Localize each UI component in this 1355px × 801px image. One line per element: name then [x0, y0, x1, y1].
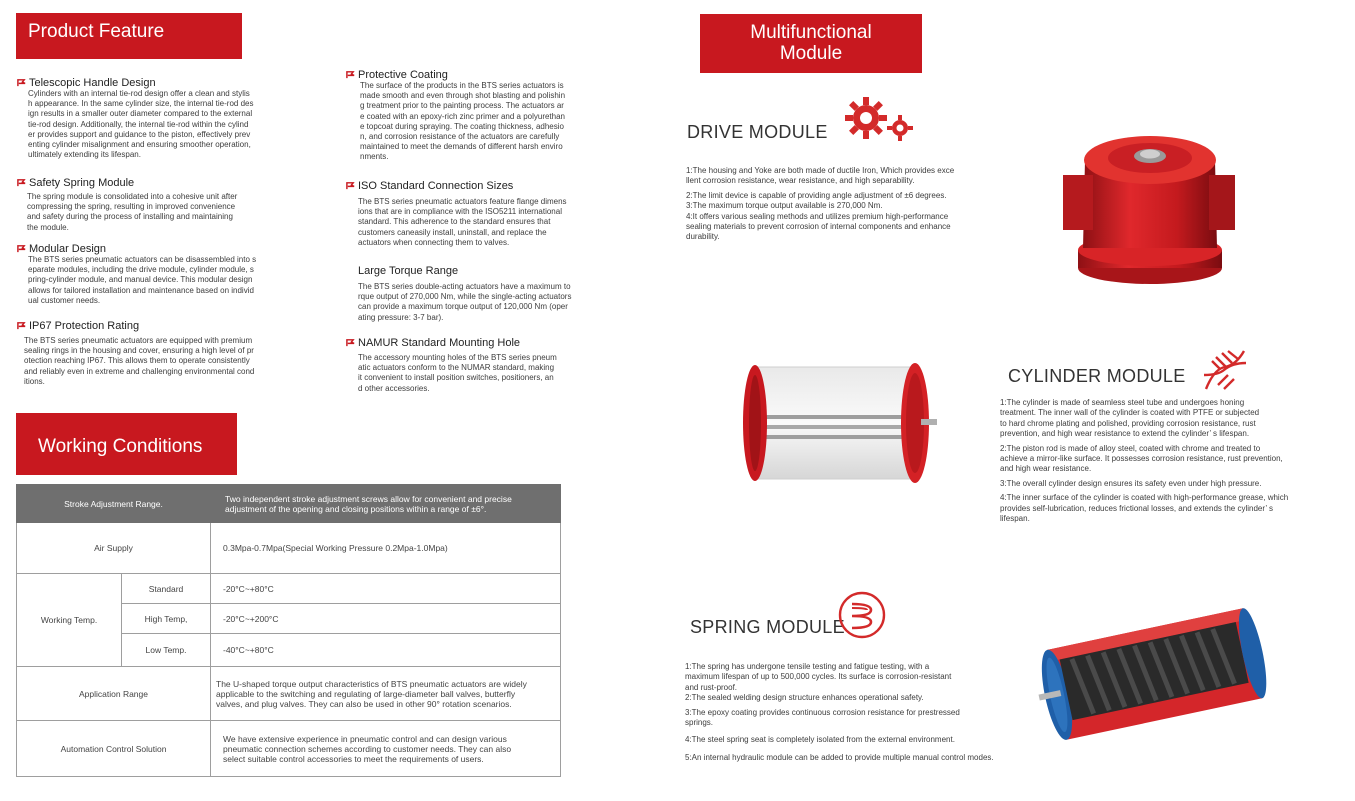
spring-module-icon — [837, 590, 887, 640]
feature-line: ultimately extending its lifespan. — [28, 150, 141, 160]
feature-large-torque — [346, 265, 611, 323]
text-line: 2:The piston rod is made of alloy steel, coated with chrome and treated to — [1000, 443, 1261, 453]
text-line: 3:The epoxy coating provides continuous corrosion resistance for prestressed — [685, 707, 960, 717]
text-line: and rust-proof. — [685, 682, 738, 692]
working-conditions-banner — [16, 413, 237, 475]
feature-title: ISO Standard Connection Sizes — [358, 180, 514, 192]
cell-line: applicable to the switching and regulating of large-diameter ball valves, butterfly — [216, 688, 516, 699]
temp-value: -20°C~+200°C — [211, 604, 561, 634]
text-line: 1:The housing and Yoke are both made of ductile Iron, Which provides exce — [686, 166, 955, 175]
feature-line: The accessory mounting holes of the BTS series pneum — [358, 353, 557, 362]
feature-line: The BTS series pneumatic actuators can be disassembled into s — [28, 255, 257, 264]
working-conditions-title: Working Conditions — [38, 436, 203, 457]
drive-module-text — [686, 166, 1006, 247]
temp-value: -40°C~+80°C — [211, 634, 561, 667]
feature-line: e topcoat during spraying. The coating thickness, adhesio — [360, 121, 564, 131]
feature-line: ign results in a smaller outer diameter compared to the external — [28, 109, 253, 119]
gears-icon — [842, 94, 916, 144]
feature-line: g treatment prior to the painting process. The actuators ar — [360, 101, 564, 111]
feature-line: otection reaching IP67. This allows them to operate consistently — [24, 356, 250, 366]
feature-line: The BTS series pneumatic actuators are equipped with premium — [24, 336, 253, 345]
table-row — [17, 574, 561, 604]
stroke-label: Stroke Adjustment Range. — [17, 485, 211, 523]
text-line: 1:The cylinder is made of seamless steel tube and undergoes honing — [1000, 398, 1245, 407]
cell-line: The U-shaped torque output characteristics of BTS pneumatic actuators are widely — [216, 678, 527, 689]
application-range-value — [211, 667, 561, 721]
feature-line: can provide a maximum torque output of 120,000 Nm (oper — [358, 302, 568, 312]
text-line: prevention, and high wear resistance to extend the cylinder’ s lifespan. — [1000, 429, 1250, 439]
cell-line: pneumatic connection schemes according to customer needs. They can also — [223, 743, 512, 754]
feature-line: The surface of the products in the BTS series actuators is — [360, 81, 564, 90]
spring-module-title: SPRING MODULE — [690, 617, 845, 637]
cylinder-module-title: CYLINDER MODULE — [1008, 366, 1186, 386]
feature-safety-spring — [17, 177, 302, 233]
feature-title: Modular Design — [29, 243, 107, 255]
feature-line: d other accessories. — [358, 383, 430, 393]
feature-line: The spring module is consolidated into a cohesive unit after — [27, 192, 238, 201]
feature-line: The BTS series pneumatic actuators feature flange dimens — [358, 197, 567, 206]
feature-ip67 — [17, 320, 302, 387]
feature-line: and safety during the process of installing and maintaining — [27, 212, 233, 222]
stroke-value — [211, 485, 561, 523]
text-line: 3:The maximum torque output available is 270,000 Nm. — [686, 201, 883, 211]
feature-telescopic-handle — [17, 77, 302, 160]
feature-line: tie-rod design. Additionally, the internal tie-rod within the cylind — [28, 119, 249, 129]
table-row — [17, 523, 561, 574]
feature-line: atic actuators conform to the NUMAR standard, making — [358, 363, 555, 373]
feature-line: e coated with an epoxy-rich zinc primer and a polyurethan — [360, 111, 565, 121]
working-temp-label: Working Temp. — [17, 574, 122, 667]
multi-title-line2: Module — [779, 43, 843, 64]
feature-line: maintained to meet the demands of different harsh enviro — [360, 142, 563, 152]
feature-line: sealing rings in the housing and cover, ensuring a high level of pr — [24, 346, 254, 356]
table-row — [17, 721, 561, 777]
text-line: provides self-lubrication, reduces frictional losses, and extends the cylinder’ s — [1000, 503, 1274, 513]
cell-line: valves, and plug valves. They can also be used in other 90° rotation scenarios. — [216, 698, 512, 709]
text-line: 3:The overall cylinder design ensures its safety even under high pressure. — [1000, 478, 1262, 488]
feature-title: IP67 Protection Rating — [29, 320, 140, 332]
text-line: 4:It offers various sealing methods and utilizes premium high-performance — [686, 211, 949, 221]
text-line: 1:The spring has undergone tensile testing and fatigue testing, with a — [685, 662, 930, 671]
feature-line: eparate modules, including the drive module, cylinder module, s — [28, 265, 254, 275]
feature-title: Large Torque Range — [358, 265, 459, 277]
product-feature-banner — [16, 13, 242, 59]
text-line: to hard chrome plating and polished, providing corrosion resistance, rust — [1000, 418, 1256, 428]
text-line: durability. — [686, 232, 720, 242]
text-line: 2:The sealed welding design structure enhances operational safety. — [685, 693, 924, 703]
feature-line: er provides support and guidance to the piston, effectively prev — [28, 129, 251, 139]
cell-line: We have extensive experience in pneumatic control and can design various — [223, 733, 507, 744]
flag-bullet-icon — [17, 178, 26, 187]
working-conditions-table — [16, 484, 561, 777]
temp-name: Standard — [122, 574, 211, 604]
feature-title: Safety Spring Module — [29, 177, 135, 189]
feature-line: itions. — [24, 376, 45, 386]
feature-line: n, and corrosion resistance of the actuators are carefully — [360, 132, 560, 142]
feature-protective-coating — [346, 69, 611, 163]
spring-module-text — [685, 662, 1065, 767]
spring-cylinder-image — [1035, 600, 1275, 750]
text-line: 2:The limit device is capable of providing angle adjustment of ±6 degrees. — [686, 190, 947, 200]
feature-line: nments. — [360, 152, 389, 162]
feature-line: ating pressure: 3-7 bar). — [358, 312, 444, 322]
product-feature-title: Product Feature — [28, 21, 165, 42]
text-line: 4:The steel spring seat is completely isolated from the external environment. — [685, 735, 955, 745]
text-line: 4:The inner surface of the cylinder is coated with high-performance grease, which — [1000, 493, 1289, 503]
flag-bullet-icon — [17, 244, 26, 253]
text-line: springs. — [685, 718, 714, 728]
feature-line: allows for tailored installation and maintenance based on individ — [28, 285, 254, 295]
feature-line: ions that are in compliance with the ISO5211 international — [358, 207, 562, 217]
feature-line: made smooth and even through shot blasting and polishin — [360, 91, 566, 101]
feature-line: The BTS series double-acting actuators have a maximum to — [358, 282, 571, 291]
feature-line: pring-cylinder module, and manual device. This modular design — [28, 275, 253, 285]
automation-label: Automation Control Solution — [17, 721, 211, 777]
feature-line: actuators when connecting them to valves. — [358, 237, 510, 247]
feature-line: customers caneasily install, uninstall, and replace the — [358, 227, 547, 237]
feature-line: compressing the spring, resulting in improved convenience — [27, 202, 236, 212]
drive-module-title: DRIVE MODULE — [687, 122, 828, 142]
feature-line: enting cylinder misalignment and ensuring smoother operation, — [28, 140, 251, 150]
feature-line: the module. — [27, 222, 69, 232]
temp-value: -20°C~+80°C — [211, 574, 561, 604]
temp-name: Low Temp. — [122, 634, 211, 667]
feature-title: NAMUR Standard Mounting Hole — [358, 337, 521, 349]
table-row — [17, 485, 561, 523]
text-line: 5:An internal hydraulic module can be added to provide multiple manual control modes. — [685, 752, 994, 762]
text-line: maximum lifespan of up to 500,000 cycles. Its surface is corrosion-resistant — [685, 672, 952, 682]
multifunctional-module-banner — [700, 14, 922, 73]
flag-bullet-icon — [346, 181, 355, 190]
air-supply-value: 0.3Mpa-0.7Mpa(Special Working Pressure 0.2Mpa-1.0Mpa) — [211, 523, 561, 574]
flag-bullet-icon — [17, 321, 26, 330]
cylinder-module-icon — [1200, 345, 1250, 395]
cell-line: adjustment of the opening and closing positions within a range of ±6°. — [225, 503, 487, 514]
text-line: treatment. The inner wall of the cylinder is coated with PTFE or subjected — [1000, 408, 1260, 418]
feature-modular-design — [17, 243, 302, 306]
text-line: lifespan. — [1000, 514, 1030, 524]
feature-line: it convenient to install position switches, positioners, an — [358, 373, 554, 383]
text-line: and high wear resistance. — [1000, 464, 1092, 474]
text-line: llent corrosion resistance, wear resistance, and high separability. — [686, 176, 915, 186]
table-row — [17, 667, 561, 721]
temp-name: High Temp, — [122, 604, 211, 634]
cell-line: select suitable control accessories to meet the requirements of users. — [223, 753, 484, 764]
application-range-label: Application Range — [17, 667, 211, 721]
feature-line: rque output of 270,000 Nm, while the single-acting actuators — [358, 292, 572, 302]
automation-value — [211, 721, 561, 777]
text-line: sealing materials to prevent corrosion of internal components and enhance — [686, 222, 951, 232]
feature-namur — [346, 337, 611, 394]
cell-line: Two independent stroke adjustment screws allow for convenient and precise — [225, 493, 512, 504]
feature-title: Protective Coating — [358, 69, 448, 81]
flag-bullet-icon — [346, 338, 355, 347]
feature-line: standard. This adherence to the standard ensures that — [358, 217, 551, 227]
cylinder-module-text — [1000, 398, 1330, 528]
feature-line: h appearance. In the same cylinder size, the internal tie-rod des — [28, 99, 254, 109]
feature-line: ual customer needs. — [28, 295, 101, 305]
feature-line: and reliably even in extreme and challenging environmental cond — [24, 366, 255, 376]
text-line: achieve a mirror-like surface. It possesses corrosion resistance, rust prevention, — [1000, 454, 1283, 464]
drive-housing-image — [1055, 120, 1240, 290]
multi-title-line1: Multifunctional — [750, 22, 872, 43]
feature-iso-standard — [346, 180, 611, 248]
flag-bullet-icon — [346, 70, 355, 79]
flag-bullet-icon — [17, 78, 26, 87]
cylinder-module-image — [735, 355, 940, 495]
air-supply-label: Air Supply — [17, 523, 211, 574]
feature-title: Telescopic Handle Design — [29, 77, 156, 89]
feature-line: Cylinders with an internal tie-rod design offer a clean and stylis — [28, 89, 250, 98]
